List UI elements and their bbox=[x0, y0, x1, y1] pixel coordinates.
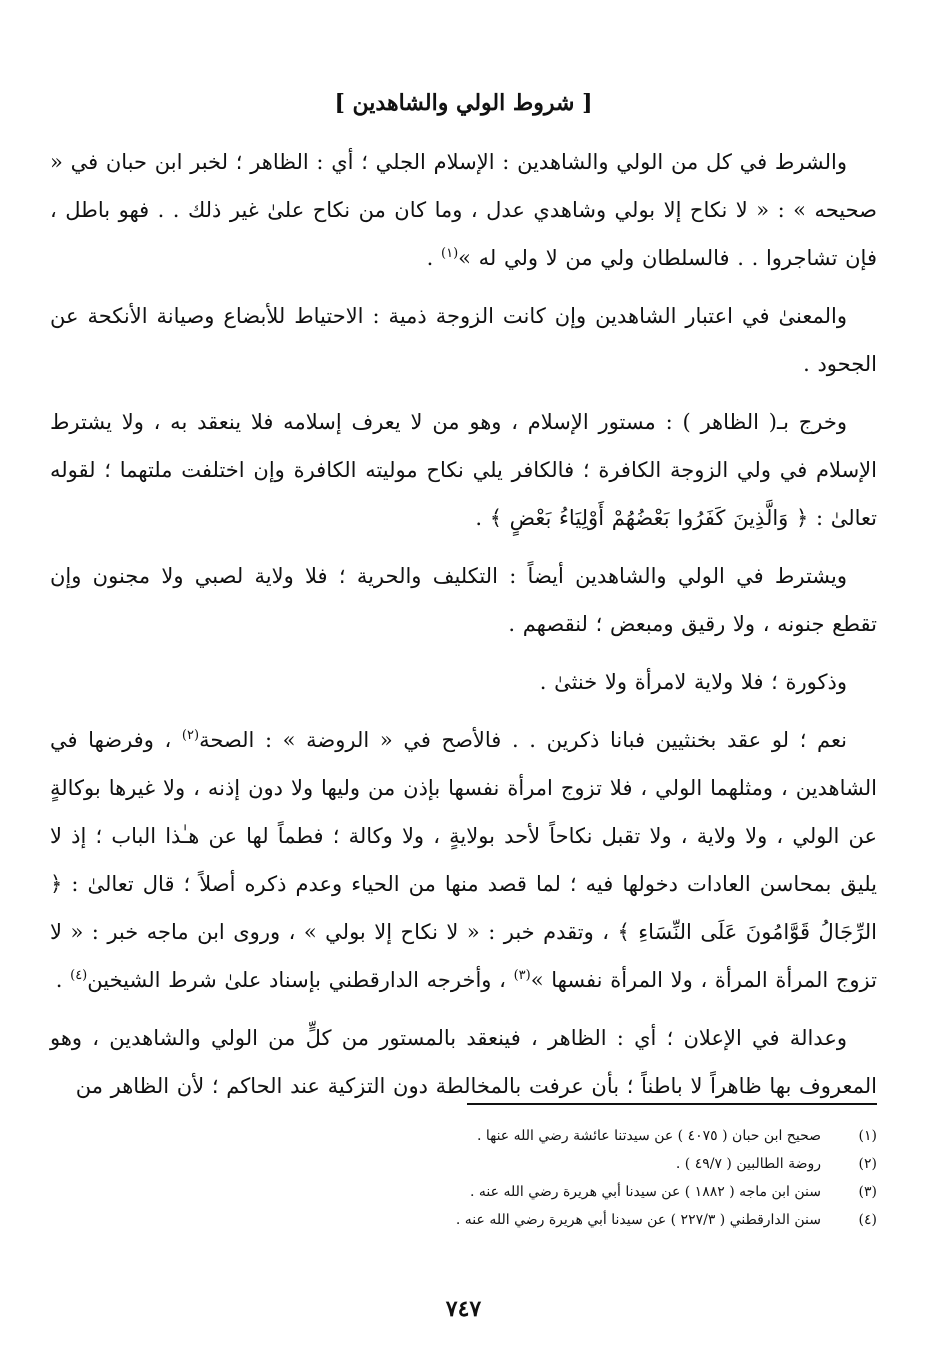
footnote-ref-2: (٢) bbox=[181, 728, 200, 743]
paragraph-4: ويشترط في الولي والشاهدين أيضاً : التكليف والحرية ؛ فلا ولاية لصبي ولا مجنون وإن تقطع جنونه ، ولا رقيق ومبعض ؛ لنقصهم . bbox=[50, 564, 877, 636]
footnote-3 bbox=[50, 1178, 877, 1206]
footnote-4 bbox=[50, 1206, 877, 1234]
footnote-number: (٤) bbox=[858, 1212, 877, 1228]
paragraph-6 bbox=[50, 716, 877, 1004]
footnote-number: (٢) bbox=[858, 1156, 877, 1172]
footnote-ref-3: (٣) bbox=[513, 968, 531, 983]
footnote-number: (١) bbox=[858, 1128, 877, 1144]
footnote-divider bbox=[467, 1103, 877, 1105]
footnote-number: (٣) bbox=[858, 1184, 877, 1200]
footnotes bbox=[50, 1122, 877, 1234]
section-title: [ شروط الولي والشاهدين ] bbox=[334, 90, 593, 116]
page-number: ٧٤٧ bbox=[445, 1296, 482, 1322]
paragraph-5: وذكورة ؛ فلا ولاية لامرأة ولا خنثىٰ . bbox=[539, 670, 847, 694]
paragraph-6-end: . bbox=[55, 968, 71, 992]
footnote-2 bbox=[50, 1150, 877, 1178]
paragraph-3: وخرج بـ( الظاهر ) : مستور الإسلام ، وهو من لا يعرف إسلامه فلا ينعقد به ، ولا يشترط الإسلام في ولي الزوجة الكافرة ؛ فالكافر يلي نكاح موليته الكافرة وإن اختلفت ملتهما ؛ لقوله تعالىٰ : ﴿ وَالَّذِينَ كَفَرُوا بَعْضُهُمْ أَوْلِيَاءُ بَعْضٍ ﴾ . bbox=[50, 410, 877, 530]
footnote-text: روضة الطالبين ( ٤٩/٧ ) . bbox=[675, 1156, 821, 1172]
paragraph-2: والمعنىٰ في اعتبار الشاهدين وإن كانت الزوجة ذمية : الاحتياط للأبضاع وصيانة الأنكحة عن الجحود . bbox=[50, 304, 877, 376]
footnote-text: سنن ابن ماجه ( ١٨٨٢ ) عن سيدنا أبي هريرة رضي الله عنه . bbox=[470, 1184, 821, 1200]
footnote-1 bbox=[50, 1122, 877, 1150]
paragraph-6-middle: ، وفرضها في الشاهدين ، ومثلهما الولي ، فلا تزوج امرأة نفسها بإذن من وليها ولا دون إذنه ، ولا غيرها بوكالةٍ عن الولي ، ولا ولاية ، ولا تقبل نكاحاً لأحد بولايةٍ ، ولا وكالة ؛ فطماً لها عن هـٰذا الباب ؛ إذ لا يليق بمحاسن العادات دخولها فيه ؛ لما قصد منها من الحياء وعدم ذكره أصلاً ؛ قال تعالىٰ : ﴿ الرِّجَالُ قَوَّامُونَ عَلَى النِّسَاءِ ﴾ ، وتقدم خبر : « لا نكاح إلا بولي » ، وروى ابن ماجه خبر : « لا تزوج المرأة المرأة ، ولا المرأة نفسها » bbox=[50, 728, 877, 992]
book-page bbox=[50, 0, 877, 1346]
paragraph-1-text: والشرط في كل من الولي والشاهدين : الإسلام الجلي ؛ أي : الظاهر ؛ لخبر ابن حبان في « صحيحه » : « لا نكاح إلا بولي وشاهدي عدل ، وما كان من نكاح علىٰ غير ذلك . . فهو باطل ، فإن تشاجروا . . فالسلطان ولي من لا ولي له » bbox=[50, 150, 877, 270]
paragraph-1 bbox=[50, 138, 877, 282]
footnote-ref-4: (٤) bbox=[70, 968, 88, 983]
paragraph-7: وعدالة في الإعلان ؛ أي : الظاهر ، فينعقد بالمستور من كلٍّ من الولي والشاهدين ، وهو المعروف بها ظاهراً لا باطناً ؛ بأن عرفت بالمخالطة دون التزكية عند الحاكم ؛ لأن الظاهر من bbox=[50, 1026, 877, 1098]
footnote-text: سنن الدارقطني ( ٢٢٧/٣ ) عن سيدنا أبي هريرة رضي الله عنه . bbox=[455, 1212, 821, 1228]
main-text bbox=[50, 138, 877, 1120]
paragraph-1-end: . bbox=[426, 246, 441, 270]
footnote-text: صحيح ابن حبان ( ٤٠٧٥ ) عن سيدتنا عائشة رضي الله عنها . bbox=[476, 1128, 821, 1144]
paragraph-6-text: نعم ؛ لو عقد بخنثيين فبانا ذكرين . . فالأصح في « الروضة » : الصحة bbox=[199, 728, 847, 752]
footnote-ref-1: (١) bbox=[441, 246, 459, 261]
paragraph-6-middle-2: ، وأخرجه الدارقطني بإسناد علىٰ شرط الشيخين bbox=[87, 968, 514, 992]
